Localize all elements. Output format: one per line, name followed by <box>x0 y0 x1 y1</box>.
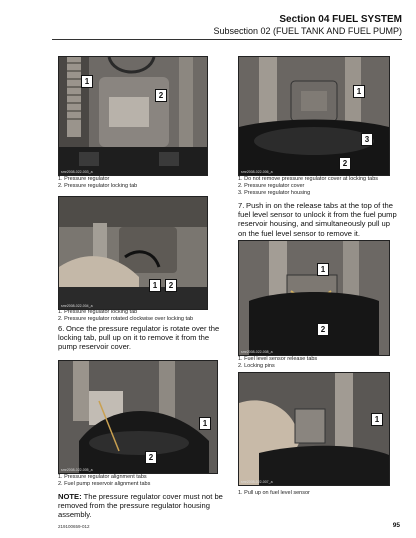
figure-6-photo <box>238 372 390 486</box>
callout-item: 2. Locking pins <box>238 363 275 369</box>
figure-5-marker-2: 2 <box>317 323 329 336</box>
header-rule <box>52 39 402 40</box>
callout-item: 3. Pressure regulator housing <box>238 190 311 196</box>
callout-item: 1. Pressure regulator alignment tabs <box>58 474 147 480</box>
figure-2-callouts <box>58 309 193 323</box>
figure-4-code: smr2008-022-006_a <box>241 170 273 174</box>
figure-1-marker-2: 2 <box>155 89 167 102</box>
footer-doc-code: 219100659-012 <box>58 524 90 529</box>
step-6 <box>58 324 228 352</box>
figure-4-callouts <box>238 176 378 197</box>
note-label: NOTE: <box>58 492 82 501</box>
figure-4-marker-3: 3 <box>361 133 373 146</box>
figure-1-callouts <box>58 176 137 190</box>
note-text: The pressure regulator cover must not be removed from the pressure regulator housing assembly. <box>58 492 223 520</box>
figure-6-marker-1: 1 <box>371 413 383 426</box>
figure-3-code: smr2008-022-005_a <box>61 468 93 472</box>
footer-page-number: 95 <box>392 522 400 529</box>
figure-4-photo <box>238 56 390 176</box>
step-text: Once the pressure regulator is rotate over the locking tab, pull up on it to remove it from the pump reservoir cover. <box>58 324 220 352</box>
callout-item: 2. Pressure regulator cover <box>238 183 305 189</box>
figure-1-code: smr2008-022-003_a <box>61 170 93 174</box>
figure-3-callouts <box>58 474 150 488</box>
figure-6-callouts <box>238 490 310 497</box>
figure-3-photo <box>58 360 218 474</box>
figure-5-photo <box>238 240 390 356</box>
figure-1-photo <box>58 56 208 176</box>
figure-2-code: smr2008-022-004_a <box>61 304 93 308</box>
callout-item: 2. Pressure regulator rotated clockwise over locking tab <box>58 316 194 322</box>
note-block <box>58 492 230 520</box>
figure-6-code: smr2008-022-007_a <box>241 480 273 484</box>
figure-4-marker-2: 2 <box>339 157 351 170</box>
figure-3-marker-1: 1 <box>199 417 211 430</box>
step-number: 6. <box>58 324 65 333</box>
step-number: 7. <box>238 201 245 210</box>
figure-3-marker-2: 2 <box>145 451 157 464</box>
page-header <box>213 14 402 36</box>
callout-item: 1. Pressure regulator <box>58 176 110 182</box>
callout-item: 1. Pressure regulator locking tab <box>58 309 138 315</box>
step-text: Push in on the release tabs at the top of the fuel level sensor to unlock it from the fuel pump reservoir housing, and simultaneously pull up on the fuel level sensor to remove it. <box>238 201 397 238</box>
figure-5-marker-1: 1 <box>317 263 329 276</box>
callout-item: 1. Pull up on fuel level sensor <box>238 490 310 496</box>
figure-2-photo <box>58 196 208 310</box>
subsection-title: Subsection 02 (FUEL TANK AND FUEL PUMP) <box>213 26 402 36</box>
figure-2-marker-2: 2 <box>165 279 177 292</box>
figure-4-marker-1: 1 <box>353 85 365 98</box>
callout-item: 1. Fuel level sensor release tabs <box>238 356 318 362</box>
figure-5-code: smr2008-022-008_a <box>241 350 273 354</box>
callout-item: 1. Do not remove pressure regulator cover at locking tabs <box>238 176 379 182</box>
figure-5-callouts <box>238 356 317 370</box>
callout-item: 2. Fuel pump reservoir alignment tabs <box>58 481 151 487</box>
figure-2-marker-1: 1 <box>149 279 161 292</box>
section-title: Section 04 FUEL SYSTEM <box>279 14 402 25</box>
step-7 <box>238 201 400 238</box>
figure-1-marker-1: 1 <box>81 75 93 88</box>
callout-item: 2. Pressure regulator locking tab <box>58 183 138 189</box>
